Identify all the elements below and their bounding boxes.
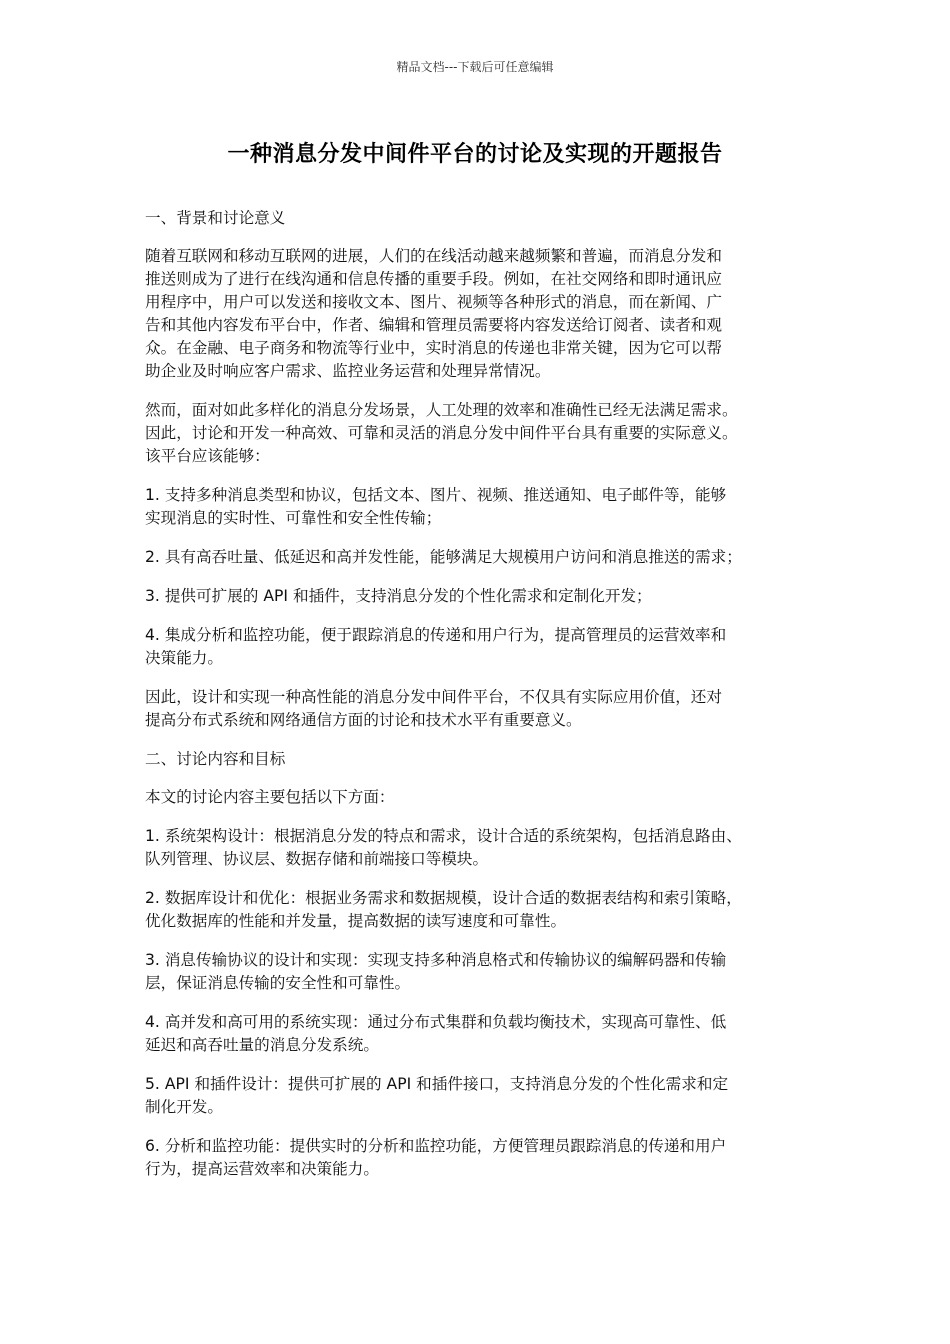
paragraph-research-intro: 本文的讨论内容主要包括以下方面： (145, 788, 395, 806)
list-item: 4. 集成分析和监控功能，便于跟踪消息的传递和用户行为，提高管理员的运营效率和 决策能力。 (145, 626, 727, 667)
list-item: 2. 数据库设计和优化：根据业务需求和数据规模，设计合适的数据表结构和索引策略， 优化数据库的性能和并发量，提高数据的读写速度和可靠性。 (145, 889, 742, 930)
list-item: 3. 消息传输协议的设计和实现：实现支持多种消息格式和传输协议的编解码器和传输 层，保证消息传输的安全性和可靠性。 (145, 951, 727, 992)
paragraph-background: 随着互联网和移动互联网的进展，人们的在线活动越来越频繁和普遍，而消息分发和 推送则成为了进行在线沟通和信息传播的重要手段。例如，在社交网络和即时通讯应 用程序中，用户可以发送和接收文本、图片、视频等各种形式的消息，而在新闻、广 告和其他内容发布平台中，作者、编辑和管理员需要将内容发送给订阅者、读者和观 众。在金融、电子商务和物流等行业中，实时消息的传递也非常关键，因为它可以帮 助企业及时响应客户需求、监控业务运营和处理异常情况。 (145, 247, 722, 380)
list-item: 1. 支持多种消息类型和协议，包括文本、图片、视频、推送通知、电子邮件等，能够 实现消息的实时性、可靠性和安全性传输； (145, 486, 727, 527)
paragraph-significance: 因此，设计和实现一种高性能的消息分发中间件平台，不仅具有实际应用价值，还对 提高分布式系统和网络通信方面的讨论和技术水平有重要意义。 (145, 688, 722, 729)
list-item: 5. API 和插件设计：提供可扩展的 API 和插件接口，支持消息分发的个性化需求和定 制化开发。 (145, 1075, 729, 1116)
document-body (145, 207, 813, 1197)
section-heading-research: 二、讨论内容和目标 (145, 750, 286, 768)
list-item: 1. 系统架构设计：根据消息分发的特点和需求，设计合适的系统架构，包括消息路由、 队列管理、协议层、数据存储和前端接口等模块。 (145, 827, 742, 868)
list-item: 4. 高并发和高可用的系统实现：通过分布式集群和负载均衡技术，实现高可靠性、低 延迟和高吞吐量的消息分发系统。 (145, 1013, 727, 1054)
section-heading-background: 一、背景和讨论意义 (145, 209, 286, 227)
list-item: 3. 提供可扩展的 API 和插件，支持消息分发的个性化需求和定制化开发； (145, 587, 652, 605)
paragraph-need: 然而，面对如此多样化的消息分发场景，人工处理的效率和准确性已经无法满足需求。 因此，讨论和开发一种高效、可靠和灵活的消息分发中间件平台具有重要的实际意义。 该平台应该能够： (145, 401, 738, 465)
list-item: 2. 具有高吞吐量、低延迟和高并发性能，能够满足大规模用户访问和消息推送的需求； (145, 548, 742, 566)
document-title: 一种消息分发中间件平台的讨论及实现的开题报告 (227, 142, 723, 167)
header-note: 精品文档---下载后可任意编辑 (396, 60, 554, 74)
list-item: 6. 分析和监控功能：提供实时的分析和监控功能，方便管理员跟踪消息的传递和用户 行为，提高运营效率和决策能力。 (145, 1137, 727, 1178)
